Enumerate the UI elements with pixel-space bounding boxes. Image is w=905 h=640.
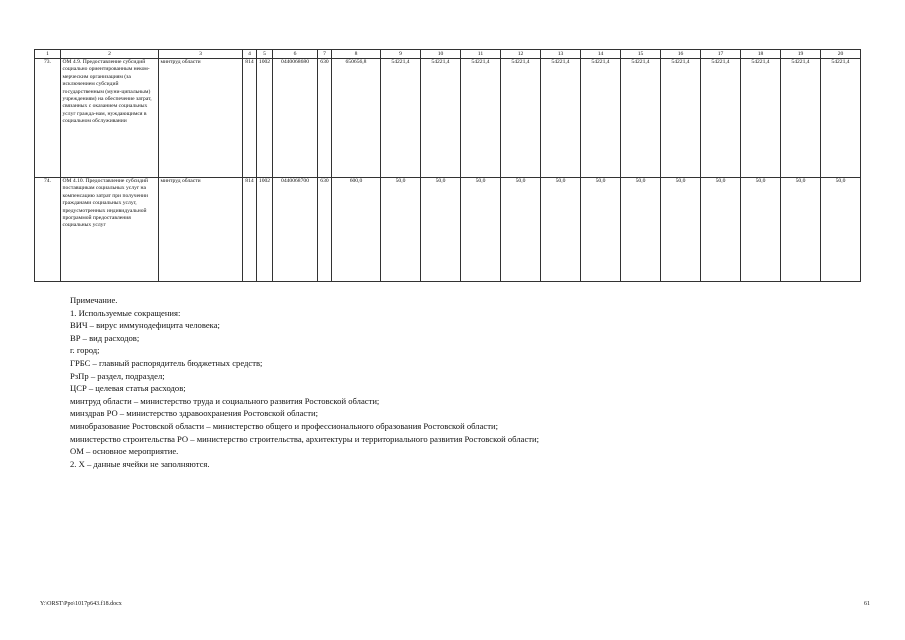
note-line: ВР – вид расходов; [70, 332, 140, 343]
column-number: 11 [461, 50, 501, 59]
column-number: 13 [541, 50, 581, 59]
column-number: 12 [501, 50, 541, 59]
grbs-code-cell: 814 [243, 178, 257, 282]
year-value-cell: 50,0 [381, 178, 421, 282]
year-value-cell: 54221,4 [461, 59, 501, 178]
column-number: 8 [332, 50, 381, 59]
year-value-cell: 50,0 [581, 178, 621, 282]
year-value-cell: 50,0 [821, 178, 861, 282]
note-line: минздрав РО – министерство здравоохранения Ростовской области; [70, 408, 318, 419]
note-line: 1. Используемые сокращения: [70, 307, 181, 318]
column-number: 16 [661, 50, 701, 59]
total-cell: 650656,8 [332, 59, 381, 178]
year-value-cell: 50,0 [621, 178, 661, 282]
note-line: ОМ – основное мероприятие. [70, 446, 179, 457]
year-value-cell: 50,0 [701, 178, 741, 282]
note-line: ЦСР – целевая статья расходов; [70, 383, 186, 394]
page-number: 61 [864, 601, 870, 607]
year-value-cell: 54221,4 [501, 59, 541, 178]
year-value-cell: 50,0 [661, 178, 701, 282]
budget-table [34, 49, 861, 282]
note-line: министерство строительства РО – министерство строительства, архитектуры и территориального развития Ростовской области; [70, 433, 539, 444]
vr-cell: 630 [318, 178, 332, 282]
column-number: 4 [243, 50, 257, 59]
year-value-cell: 54221,4 [381, 59, 421, 178]
rzpr-cell: 1002 [257, 59, 273, 178]
column-number: 15 [621, 50, 661, 59]
note-line: 2. Х – данные ячейки не заполняются. [70, 458, 210, 469]
column-number: 1 [35, 50, 61, 59]
column-number: 10 [421, 50, 461, 59]
note-line: минобразование Ростовской области – министерство общего и профессионального образования Ростовской области; [70, 420, 498, 431]
csr-cell: 0440068700 [273, 178, 318, 282]
note-line: РзПр – раздел, подраздел; [70, 370, 165, 381]
grbs-code-cell: 814 [243, 59, 257, 178]
year-value-cell: 54221,4 [701, 59, 741, 178]
table-header-row [35, 50, 861, 59]
activity-name: ОМ 4.10. Предоставление субсидий поставщикам социальных услуг на компенсацию затрат при получении гражданами социальных услуг, предусмотренных индивидуальной программой предоставления социальных услуг [61, 178, 159, 282]
column-number: 5 [257, 50, 273, 59]
year-value-cell: 54221,4 [421, 59, 461, 178]
year-value-cell: 50,0 [421, 178, 461, 282]
year-value-cell: 50,0 [781, 178, 821, 282]
year-value-cell: 54221,4 [741, 59, 781, 178]
column-number: 20 [821, 50, 861, 59]
activity-name: ОМ 4.9. Предоставление субсидий социально ориентированным неком-мерческим организациям (за исключением субсидий государственным (муни-ципальным) учреждениям) на обеспечение затрат, связанных с оказанием социальных услуг гражда-нам, нуждающимся в социальном обслуживании [61, 59, 159, 178]
table-row [35, 178, 861, 282]
column-number: 2 [61, 50, 159, 59]
year-value-cell: 54221,4 [581, 59, 621, 178]
note-line: ГРБС – главный распорядитель бюджетных средств; [70, 357, 263, 368]
year-value-cell: 54221,4 [541, 59, 581, 178]
grbs-cell: минтруд области [159, 59, 243, 178]
year-value-cell: 54221,4 [821, 59, 861, 178]
notes-section [70, 294, 539, 470]
grbs-cell: минтруд области [159, 178, 243, 282]
csr-cell: 0440068680 [273, 59, 318, 178]
column-number: 19 [781, 50, 821, 59]
table-row [35, 59, 861, 178]
row-number: 73. [35, 59, 61, 178]
column-number: 9 [381, 50, 421, 59]
note-line: г. город; [70, 345, 100, 356]
year-value-cell: 50,0 [501, 178, 541, 282]
year-value-cell: 50,0 [541, 178, 581, 282]
total-cell: 600,0 [332, 178, 381, 282]
year-value-cell: 54221,4 [661, 59, 701, 178]
year-value-cell: 54221,4 [621, 59, 661, 178]
notes-heading: Примечание. [70, 295, 118, 305]
column-number: 18 [741, 50, 781, 59]
column-number: 3 [159, 50, 243, 59]
column-number: 14 [581, 50, 621, 59]
column-number: 7 [318, 50, 332, 59]
rzpr-cell: 1002 [257, 178, 273, 282]
vr-cell: 630 [318, 59, 332, 178]
note-line: минтруд области – министерство труда и социального развития Ростовской области; [70, 395, 380, 406]
footer-file-path: Y:\ORST\Ppo\1017p643.f18.docx [40, 601, 122, 607]
column-number: 6 [273, 50, 318, 59]
row-number: 74. [35, 178, 61, 282]
year-value-cell: 50,0 [461, 178, 501, 282]
year-value-cell: 50,0 [741, 178, 781, 282]
year-value-cell: 54221,4 [781, 59, 821, 178]
note-line: ВИЧ – вирус иммунодефицита человека; [70, 320, 220, 331]
column-number: 17 [701, 50, 741, 59]
